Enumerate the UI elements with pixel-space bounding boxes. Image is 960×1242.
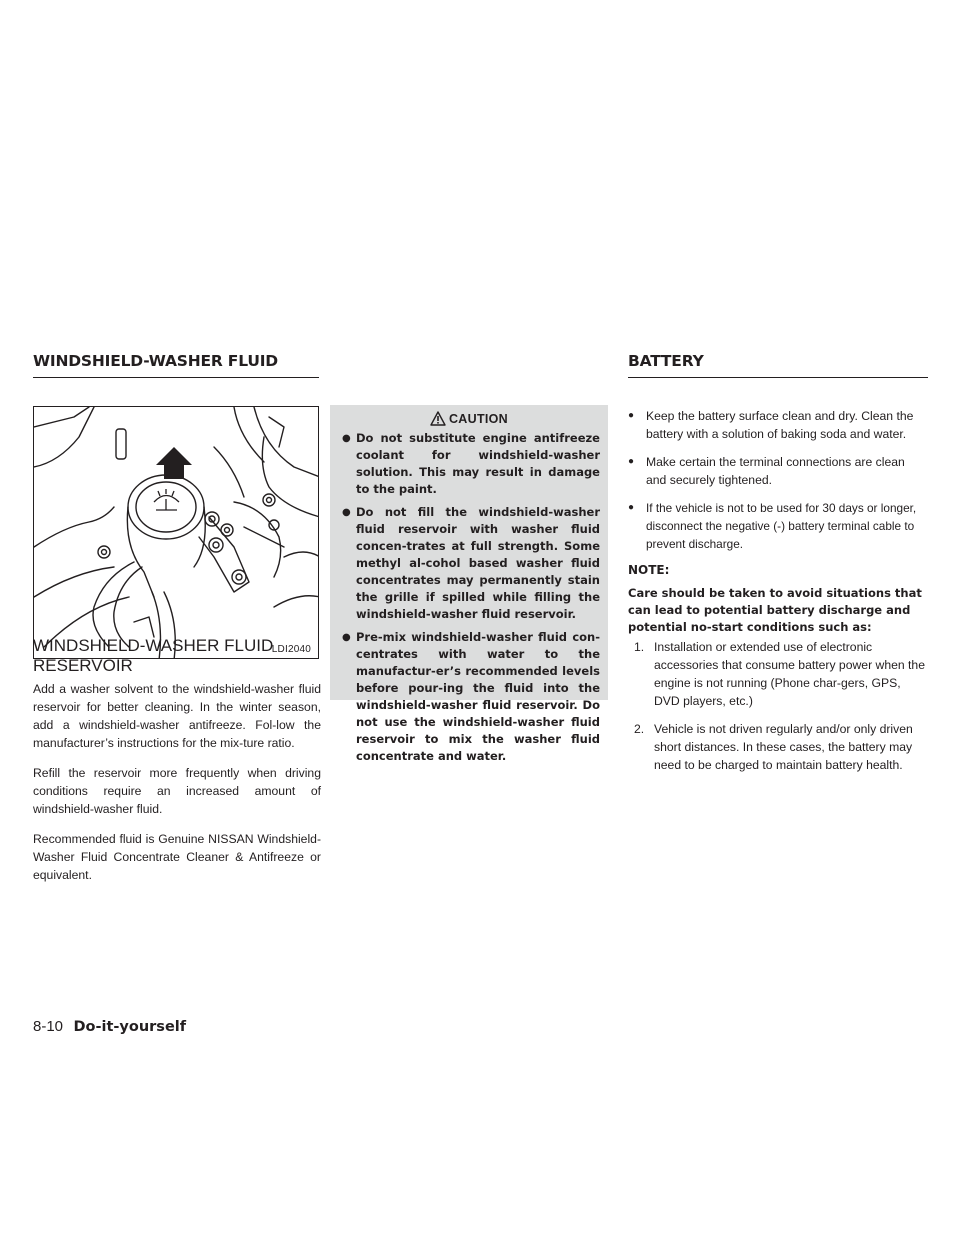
item-text: Installation or extended use of electronic accessories that consume battery power when the engine is not running (Phone char-gers, GPS, DVD players, etc.) — [654, 640, 925, 708]
chapter-name: Do-it-yourself — [73, 1019, 187, 1035]
note-title: NOTE: — [628, 563, 670, 577]
numbered-item — [634, 720, 928, 774]
figure-id: LDI2040 — [271, 644, 311, 655]
warning-triangle-icon — [430, 411, 446, 426]
bullet-icon: ● — [628, 502, 635, 513]
numbered-item — [634, 638, 928, 710]
reservoir-paragraph: Recommended fluid is Genuine NISSAN Windshield-Washer Fluid Concentrate Cleaner & Antifreeze or equivalent. — [33, 832, 321, 882]
caution-list — [330, 426, 608, 765]
battery-bullet-item — [628, 453, 928, 489]
caution-item — [342, 629, 600, 765]
heading-rule-left — [33, 377, 319, 378]
item-number: 1. — [634, 640, 645, 654]
caution-item — [342, 504, 600, 623]
caution-box — [330, 405, 608, 763]
item-text: Vehicle is not driven regularly and/or only driven short distances. In these cases, the battery may need to be charged to maintain battery health. — [654, 722, 913, 772]
battery-bullet-text: Keep the battery surface clean and dry. Clean the battery with a solution of baking soda and water. — [646, 409, 914, 441]
battery-bullet-item — [628, 499, 928, 553]
caution-item-text: Pre-mix windshield-washer fluid con-centrates with water to the manufactur-er’s recommended levels before pour-ing the fluid into the windshield-washer fluid reservoir. Do not use the windshield-washer fluid reservoir to mix the washer fluid concentrate and water. — [356, 630, 600, 763]
section-heading-washer: WINDSHIELD-WASHER FLUID — [33, 352, 278, 370]
subsection-title-reservoir: WINDSHIELD-WASHER FLUID RESERVOIR — [33, 636, 274, 675]
caution-header — [330, 411, 608, 426]
bullet-icon: ● — [628, 410, 635, 421]
caution-item-text: Do not fill the windshield-washer fluid reservoir with washer fluid concen-trates at full strength. Some methyl al-cohol based washer fluid concentrates may permanently stain the grille if spilled while filling the windshield-washer fluid reservoir. — [356, 505, 600, 621]
battery-bullet-item — [628, 407, 928, 443]
engine-bay-illustration — [34, 407, 319, 659]
bullet-icon: ● — [342, 507, 351, 518]
bullet-icon: ● — [342, 632, 351, 643]
caution-title: CAUTION — [448, 411, 509, 426]
battery-section — [628, 407, 928, 784]
arrow-up-icon — [156, 447, 192, 479]
page-number: 8-10 — [33, 1018, 64, 1035]
caution-item-text: Do not substitute engine antifreeze coolant for windshield-washer solution. This may result in damage to the paint. — [356, 431, 600, 496]
numbered-list — [628, 638, 928, 774]
caution-item — [342, 430, 600, 498]
note-body: Care should be taken to avoid situations that can lead to potential battery discharge and potential no-start conditions such as: — [628, 586, 922, 634]
section-heading-battery: BATTERY — [628, 352, 704, 370]
battery-bullet-text: Make certain the terminal connections are clean and securely tightened. — [646, 455, 905, 487]
reservoir-paragraph: Refill the reservoir more frequently when driving conditions require an increased amount of windshield-washer fluid. — [33, 766, 321, 816]
bullet-icon: ● — [628, 456, 635, 467]
reservoir-paragraph: Add a washer solvent to the windshield-washer fluid reservoir for better cleaning. In the winter season, add a windshield-washer antifreeze. Fol-low the manufacturer’s instructions for the mix-ture ratio. — [33, 682, 321, 750]
washer-reservoir-figure — [33, 406, 319, 659]
heading-rule-right — [628, 377, 928, 378]
bullet-icon: ● — [342, 433, 351, 444]
battery-bullet-text: If the vehicle is not to be used for 30 days or longer, disconnect the negative (-) battery terminal cable to prevent discharge. — [646, 501, 917, 551]
reservoir-text — [33, 680, 321, 896]
item-number: 2. — [634, 722, 645, 736]
page-footer — [33, 1018, 186, 1036]
